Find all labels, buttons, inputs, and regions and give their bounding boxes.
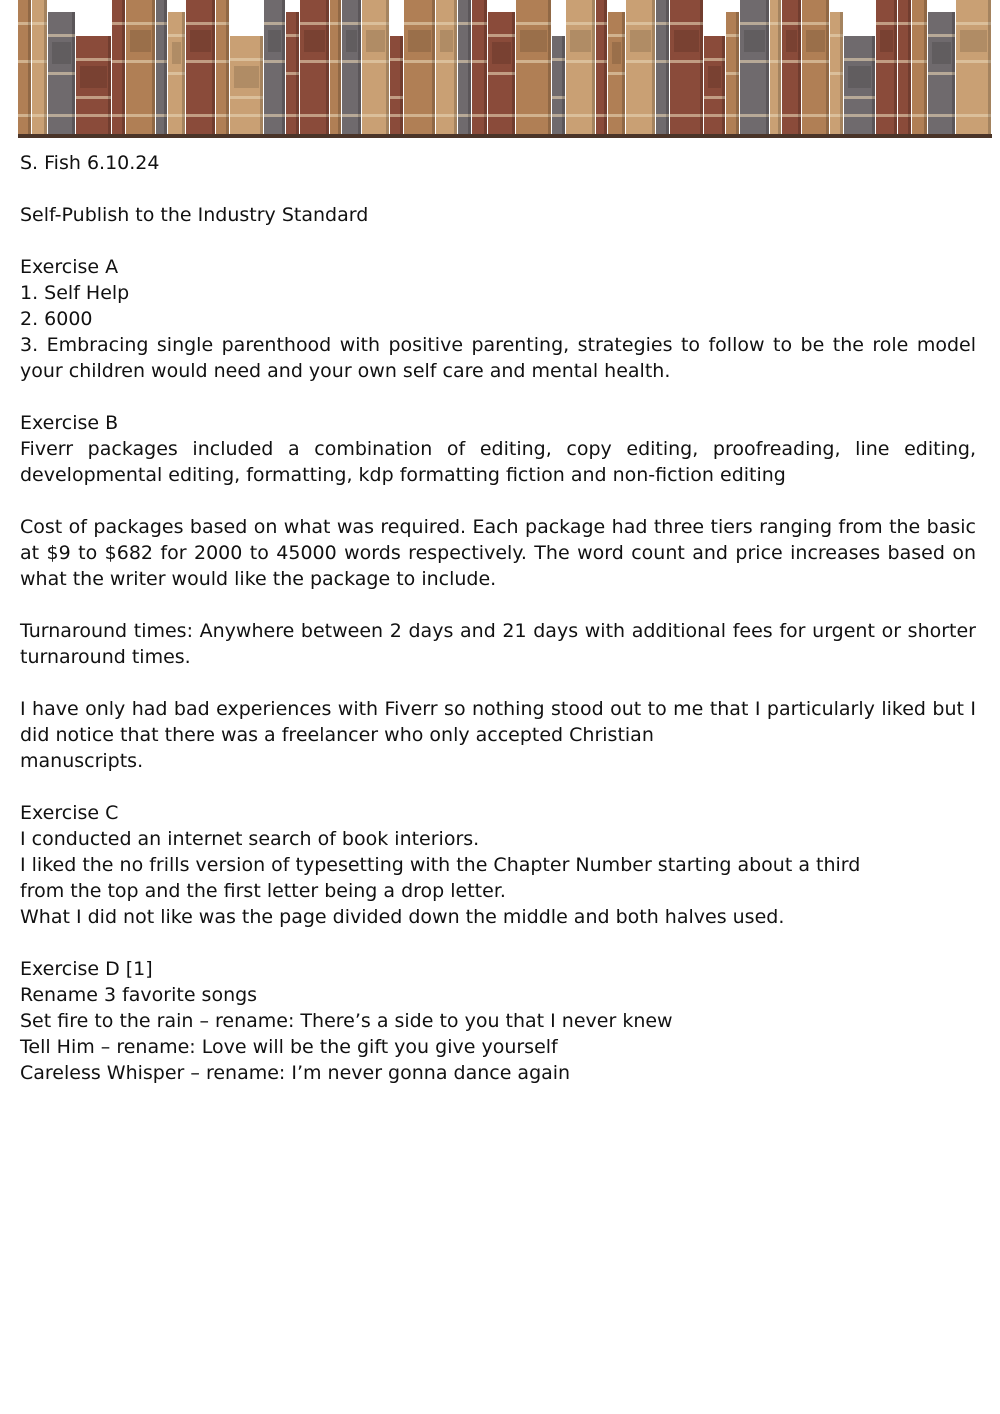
exercise-b-paragraph: Turnaround times: Anywhere between 2 days and 21 days with additional fees for urgent or shorter turnaround times. bbox=[20, 620, 976, 668]
book-spine bbox=[472, 0, 487, 138]
book-spine bbox=[956, 0, 991, 138]
book-spine bbox=[286, 12, 299, 138]
author-date-line: S. Fish 6.10.24 bbox=[20, 152, 160, 174]
book-spine bbox=[216, 0, 229, 138]
book-spine bbox=[802, 0, 829, 138]
exercise-d-line: Tell Him – rename: Love will be the gift you give yourself bbox=[20, 1036, 558, 1058]
exercise-a-section bbox=[20, 254, 976, 384]
exercise-b-heading: Exercise B bbox=[20, 412, 119, 434]
exercise-a-item: 1. Self Help bbox=[20, 282, 130, 304]
book-spine bbox=[670, 0, 703, 138]
book-spine bbox=[458, 0, 471, 138]
exercise-d-heading: Exercise D [1] bbox=[20, 958, 153, 980]
book-spine bbox=[126, 0, 155, 138]
book-spine bbox=[342, 0, 361, 138]
book-spine bbox=[928, 12, 955, 138]
book-spine bbox=[770, 0, 781, 138]
book-spine bbox=[330, 0, 341, 138]
book-spine bbox=[390, 36, 403, 138]
book-spine bbox=[844, 36, 875, 138]
book-spine bbox=[898, 0, 911, 138]
book-spine bbox=[300, 0, 329, 138]
book-spine bbox=[436, 0, 457, 138]
book-spine bbox=[48, 12, 75, 138]
book-spine bbox=[18, 0, 31, 138]
bookshelf-banner bbox=[18, 0, 992, 138]
exercise-b-paragraph: Cost of packages based on what was required. Each package had three tiers ranging from the basic at $9 to $682 for 2000 to 45000 words respectively. The word count and price increases based on what the writer would like the package to include. bbox=[20, 516, 976, 590]
exercise-c-heading: Exercise C bbox=[20, 802, 119, 824]
book-spine bbox=[230, 36, 263, 138]
exercise-b-paragraph: Fiverr packages included a combination of editing, copy editing, proofreading, line editing, developmental editing, formatting, kdp formatting fiction and non-fiction editing bbox=[20, 438, 976, 486]
exercise-c-line: I conducted an internet search of book interiors. bbox=[20, 828, 480, 850]
exercise-b-experience: I have only had bad experiences with Fiverr so nothing stood out to me that I particularly liked but I did notice that there was a freelancer who only accepted Christian bbox=[20, 698, 976, 746]
exercise-c-line: I liked the no frills version of typesetting with the Chapter Number starting about a third bbox=[20, 854, 861, 876]
book-spine bbox=[168, 12, 185, 138]
book-spine bbox=[704, 36, 725, 138]
document-title: Self-Publish to the Industry Standard bbox=[20, 204, 369, 226]
book-spine bbox=[362, 0, 389, 138]
book-spine bbox=[76, 36, 111, 138]
document-body bbox=[20, 150, 976, 1086]
shelf-base bbox=[18, 134, 992, 138]
book-spine bbox=[112, 0, 125, 138]
exercise-d-section bbox=[20, 956, 976, 1086]
book-spine bbox=[264, 0, 285, 138]
exercise-d-line: Set fire to the rain – rename: There’s a side to you that I never knew bbox=[20, 1010, 673, 1032]
exercise-a-heading: Exercise A bbox=[20, 256, 119, 278]
book-spine bbox=[552, 36, 565, 138]
exercise-d-line: Rename 3 favorite songs bbox=[20, 984, 258, 1006]
book-spine bbox=[608, 12, 625, 138]
book-spine bbox=[404, 0, 435, 138]
exercise-d-line: Careless Whisper – rename: I’m never gonna dance again bbox=[20, 1062, 571, 1084]
book-spine bbox=[516, 0, 551, 138]
book-spine bbox=[488, 12, 515, 138]
exercise-c-line: What I did not like was the page divided down the middle and both halves used. bbox=[20, 906, 785, 928]
book-spine bbox=[596, 0, 607, 138]
book-spine bbox=[626, 0, 655, 138]
book-spine bbox=[740, 0, 769, 138]
bookshelf-banner-icon bbox=[18, 0, 992, 138]
book-spine bbox=[156, 0, 167, 138]
book-spine bbox=[32, 0, 47, 138]
book-spine bbox=[876, 0, 897, 138]
book-spine bbox=[656, 0, 669, 138]
exercise-c-section bbox=[20, 800, 976, 930]
exercise-a-item: 2. 6000 bbox=[20, 308, 93, 330]
book-spine bbox=[782, 0, 801, 138]
exercise-c-line: from the top and the first letter being a drop letter. bbox=[20, 880, 506, 902]
book-spine bbox=[566, 0, 595, 138]
exercise-b-experience: manuscripts. bbox=[20, 750, 144, 772]
book-spine bbox=[912, 0, 927, 138]
exercise-b-section bbox=[20, 410, 976, 774]
exercise-a-item: 3. Embracing single parenthood with positive parenting, strategies to follow to be the role model your children would need and your own self care and mental health. bbox=[20, 334, 976, 382]
book-spine bbox=[830, 12, 843, 138]
book-spine bbox=[186, 0, 215, 138]
book-spine bbox=[726, 12, 739, 138]
